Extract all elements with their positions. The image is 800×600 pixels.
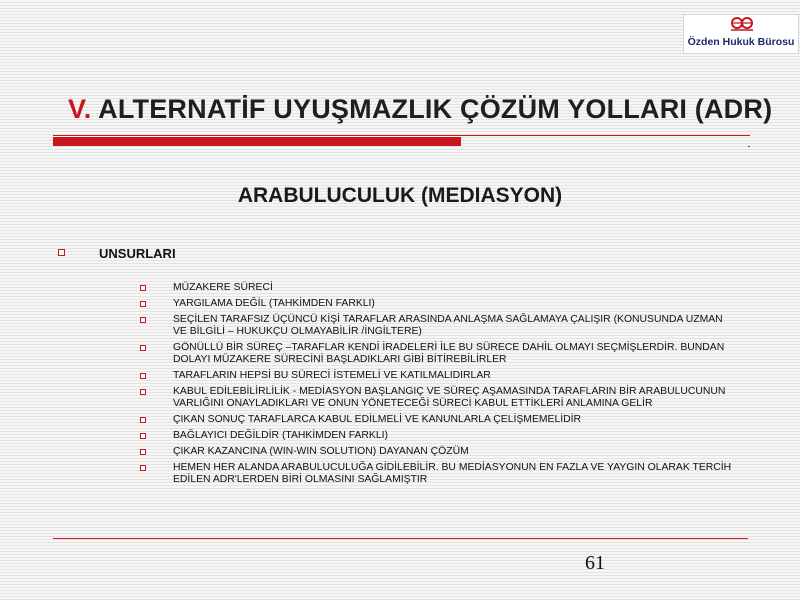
list-item <box>138 298 738 310</box>
title-underline-thin <box>53 135 750 136</box>
square-bullet-icon <box>140 449 146 455</box>
page-number: 61 <box>585 552 605 574</box>
square-bullet-icon <box>140 285 146 291</box>
slide-title <box>68 94 773 125</box>
list-item <box>138 282 738 294</box>
firm-logo-text: Özden Hukuk Bürosu <box>687 36 795 48</box>
section-heading: UNSURLARI <box>99 246 176 261</box>
list-item <box>138 430 738 442</box>
slide-title-text: ALTERNATİF UYUŞMAZLIK ÇÖZÜM YOLLARI (ADR) <box>98 94 773 124</box>
footer-divider <box>53 538 748 539</box>
list-item-text: SEÇİLEN TARAFSIZ ÜÇÜNCÜ KİŞİ TARAFLAR ARASINDA ANLAŞMA SAĞLAMAYA ÇALIŞIR (KONUSUNDA UZMAN VE BİLGİLİ – HUKUKÇU OLMAYABİLİR /İNGİLTERE) <box>173 314 723 337</box>
list-item-text: ÇIKAR KAZANCINA (WIN-WIN SOLUTION) DAYANAN ÇÖZÜM <box>173 446 469 457</box>
square-bullet-icon <box>140 433 146 439</box>
slide-title-number: V. <box>68 94 92 124</box>
square-bullet-icon <box>140 389 146 395</box>
list-item-text: KABUL EDİLEBİLİRLİLİK - MEDİASYON BAŞLANGIÇ VE SÜREÇ AŞAMASINDA TARAFLARIN BİR ARABULUCUNUN VARLIĞINI ONAYLADIKLARI VE ONUN YÖNETECEĞİ SÜRECİ KABUL ETTİKLERİ ANLAMINA GELİR <box>173 386 726 409</box>
slide-subtitle: ARABULUCULUK (MEDIASYON) <box>237 184 563 207</box>
title-underline-thick <box>53 137 461 146</box>
list-item-text: BAĞLAYICI DEĞİLDİR (TAHKİMDEN FARKLI) <box>173 430 388 441</box>
list-item <box>138 370 738 382</box>
list-item <box>138 386 738 410</box>
list-item-text: YARGILAMA DEĞİL (TAHKİMDEN FARKLI) <box>173 298 375 309</box>
list-item <box>138 314 738 338</box>
square-bullet-icon <box>140 345 146 351</box>
list-item-text: GÖNÜLLÜ BİR SÜREÇ –TARAFLAR KENDİ İRADELERİ İLE BU SÜRECE DAHİL OLMAYI SEÇMİŞLERDİR. BUNDAN DOLAYI MÜZAKERE SÜRECİNİ BAŞLADIKLARI GİBİ BİTİREBİLİRLER <box>173 342 725 365</box>
list-item-text: HEMEN HER ALANDA ARABULUCULUĞA GİDİLEBİLİR. BU MEDİASYONUN EN FAZLA VE YAYGIN OLARAK TERCİH EDİLEN ADR'LERDEN BİRİ OLMASINI SAĞLAMIŞTIR <box>173 462 732 485</box>
list-item <box>138 446 738 458</box>
square-bullet-icon <box>58 249 65 256</box>
list-item <box>138 462 738 486</box>
square-bullet-icon <box>140 301 146 307</box>
title-underline-dot <box>748 146 750 147</box>
firm-logo-icon <box>729 17 755 33</box>
list-item <box>138 414 738 426</box>
list-item-text: TARAFLARIN HEPSİ BU SÜRECİ İSTEMELİ VE KATILMALIDIRLAR <box>173 370 491 381</box>
list-item <box>138 342 738 366</box>
firm-logo <box>683 14 799 54</box>
list-item-text: MÜZAKERE SÜRECİ <box>173 282 273 293</box>
square-bullet-icon <box>140 317 146 323</box>
square-bullet-icon <box>140 417 146 423</box>
square-bullet-icon <box>140 465 146 471</box>
list-item-text: ÇIKAN SONUÇ TARAFLARCA KABUL EDİLMELİ VE KANUNLARLA ÇELİŞMEMELİDİR <box>173 414 582 425</box>
square-bullet-icon <box>140 373 146 379</box>
bullet-list <box>138 282 738 490</box>
